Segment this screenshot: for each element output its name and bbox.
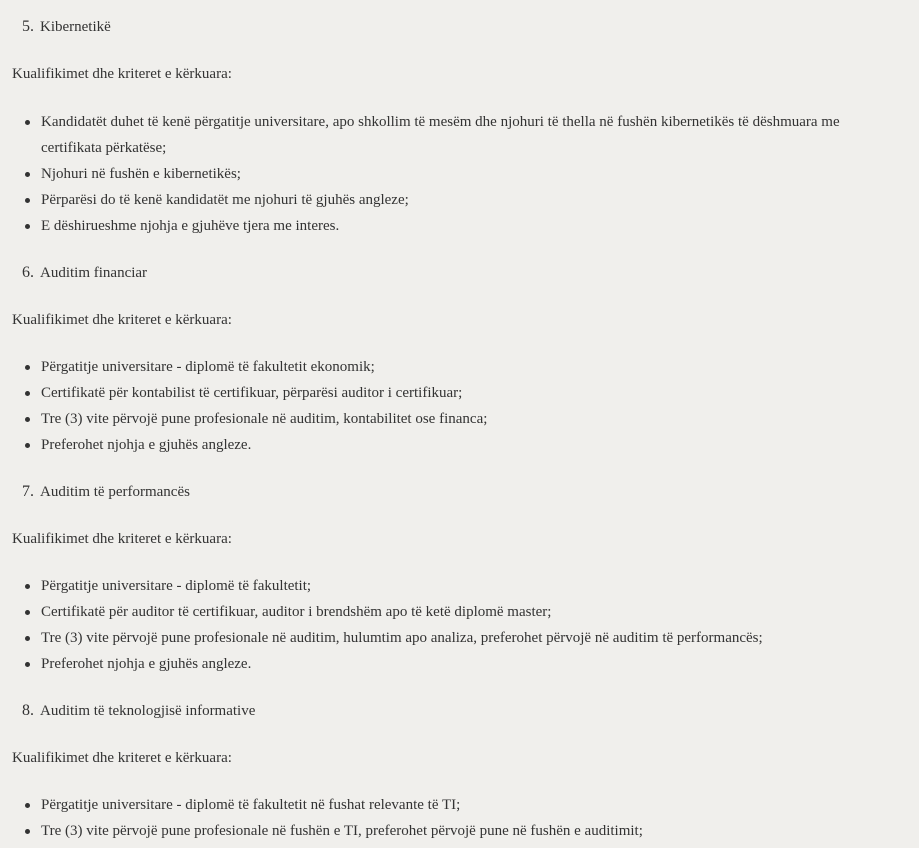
bullet-icon [25,391,30,396]
list-item-text: Përgatitje universitare - diplomë të fakultetit; [41,578,312,594]
bullet-icon [25,224,30,229]
list-item-text: Preferohet njohja e gjuhës angleze. [41,437,252,453]
list-item [0,109,919,161]
section-number: 8. [22,702,34,719]
list-item-text: Certifikatë për auditor të certifikuar, auditor i brendshëm apo të ketë diplomë master; [41,604,552,620]
section-title: Auditim financiar [40,265,148,281]
bullet-icon [25,584,30,589]
criteria-intro: Kualifikimet dhe kriteret e kërkuara: [12,312,232,328]
list-item [0,380,919,406]
bullet-icon [25,610,30,615]
section-number: 6. [22,264,34,281]
section-number: 7. [22,483,34,500]
list-item-text: Tre (3) vite përvojë pune profesionale në fushën e TI, preferohet përvojë pune në fushën e auditimit; [41,823,643,839]
bullet-icon [25,803,30,808]
bullet-icon [25,120,30,125]
bullet-icon [25,198,30,203]
criteria-intro: Kualifikimet dhe kriteret e kërkuara: [12,750,232,766]
list-item-text: Tre (3) vite përvojë pune profesionale në auditim, kontabilitet ose financa; [41,411,488,427]
list-item [0,187,919,213]
list-item-text: Përgatitje universitare - diplomë të fakultetit në fushat relevante të TI; [41,797,461,813]
list-item-text: Njohuri në fushën e kibernetikës; [41,166,241,182]
bullet-icon [25,636,30,641]
criteria-list [0,792,919,844]
list-item [0,354,919,380]
list-item [0,599,919,625]
list-item-text: Tre (3) vite përvojë pune profesionale në auditim, hulumtim apo analiza, preferohet përvojë në auditim të performancës; [41,630,763,646]
section-title: Kibernetikë [40,19,111,35]
section-heading [22,260,147,286]
list-item [0,625,919,651]
list-item [0,432,919,458]
list-item-text: Kandidatët duhet të kenë përgatitje universitare, apo shkollim të mesëm dhe njohuri të thella në fushën kibernetikës të dëshmuara me certifikata përkatëse; [41,114,840,156]
criteria-list [0,354,919,458]
criteria-intro: Kualifikimet dhe kriteret e kërkuara: [12,531,232,547]
list-item [0,818,919,844]
list-item-text: E dëshirueshme njohja e gjuhëve tjera me interes. [41,218,340,234]
list-item-text: Certifikatë për kontabilist të certifikuar, përparësi auditor i certifikuar; [41,385,463,401]
criteria-intro: Kualifikimet dhe kriteret e kërkuara: [12,66,232,82]
bullet-icon [25,829,30,834]
bullet-icon [25,443,30,448]
list-item [0,792,919,818]
section-heading [22,479,190,505]
section-heading [22,698,255,724]
section-number: 5. [22,18,34,35]
bullet-icon [25,172,30,177]
list-item-text: Përgatitje universitare - diplomë të fakultetit ekonomik; [41,359,375,375]
bullet-icon [25,662,30,667]
list-item-text: Preferohet njohja e gjuhës angleze. [41,656,252,672]
criteria-list [0,109,919,239]
section-title: Auditim të teknologjisë informative [40,703,256,719]
list-item [0,573,919,599]
list-item-text: Përparësi do të kenë kandidatët me njohuri të gjuhës angleze; [41,192,409,208]
list-item [0,161,919,187]
bullet-icon [25,365,30,370]
criteria-list [0,573,919,677]
list-item [0,406,919,432]
section-heading [22,14,111,40]
section-title: Auditim të performancës [40,484,190,500]
list-item [0,213,919,239]
list-item [0,651,919,677]
bullet-icon [25,417,30,422]
